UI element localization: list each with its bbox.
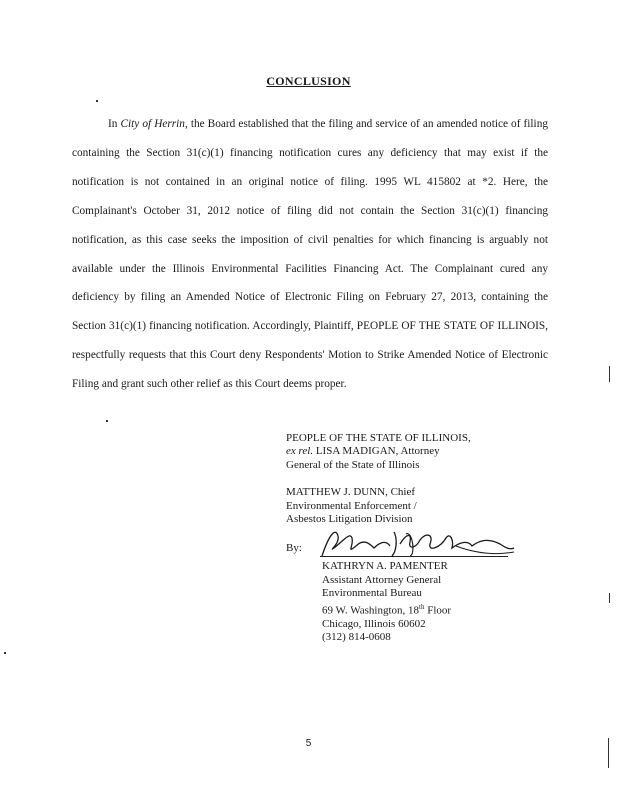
ex-rel-label: ex rel. xyxy=(286,445,314,458)
by-label: By: xyxy=(286,542,302,555)
party-name: PEOPLE OF THE STATE OF ILLINOIS, xyxy=(286,432,471,444)
party-title: General of the State of Illinois xyxy=(286,458,420,471)
scan-speck xyxy=(106,420,108,422)
attorney-phone: (312) 814-0608 xyxy=(322,631,391,644)
scan-mark xyxy=(609,593,610,603)
party-block xyxy=(286,432,546,472)
scan-mark xyxy=(609,366,610,382)
signature-row xyxy=(286,540,546,558)
address-sup: th xyxy=(419,602,425,611)
attorney-address xyxy=(322,601,546,618)
page-number: 5 xyxy=(305,738,312,749)
attorney-title: Assistant Attorney General xyxy=(322,573,442,586)
case-name: City of Herrin xyxy=(120,118,185,130)
chief-division-1: Environmental Enforcement / xyxy=(286,499,417,512)
ex-rel-line xyxy=(286,445,546,458)
paragraph-text: , the Board established that the filing and service of an amended notice of filing containing the Section 31(c)(1) financing notification cures any deficiency that may exist if the notification is not contained in an original notice of filing. 1995 WL 415802 at *2. Here, the Complainant's October 31, 2012 notice of filing did not contain the Section 31(c)(1) financing notification, as this case seeks the imposition of civil penalties for which financing is arguably not available under the Illinois Environmental Facilities Financing Act. The Complainant cured any deficiency by filing an Amended Notice of Electronic Filing on February 27, 2013, containing the Section 31(c)(1) financing notification. Accordingly, Plaintiff, PEOPLE OF THE STATE OF ILLINOIS, respectfully requests that this Court deny Respondents' Motion to Strike Amended Notice of Electronic Filing and grant such other relief as this Court deems proper. xyxy=(72,118,548,391)
chief-name: MATTHEW J. DUNN, Chief xyxy=(286,486,416,499)
attorney-city: Chicago, Illinois 60602 xyxy=(322,617,426,630)
signature-line xyxy=(320,556,508,557)
address-prefix: 69 W. Washington, 18 xyxy=(322,604,420,617)
scan-speck xyxy=(4,652,6,654)
attorney-block xyxy=(322,560,546,644)
conclusion-paragraph xyxy=(72,110,548,399)
scan-speck xyxy=(96,100,98,102)
address-suffix: Floor xyxy=(424,604,452,617)
chief-block xyxy=(286,486,546,526)
scan-mark xyxy=(608,738,609,768)
signature-block xyxy=(286,432,546,645)
conclusion-heading: CONCLUSION xyxy=(266,74,351,88)
attorney-bureau: Environmental Bureau xyxy=(322,587,422,600)
ex-rel-name: LISA MADIGAN, Attorney xyxy=(313,445,440,458)
attorney-name: KATHRYN A. PAMENTER xyxy=(322,560,448,573)
chief-division-2: Asbestos Litigation Division xyxy=(286,513,413,526)
paragraph-lead: In xyxy=(108,118,121,130)
